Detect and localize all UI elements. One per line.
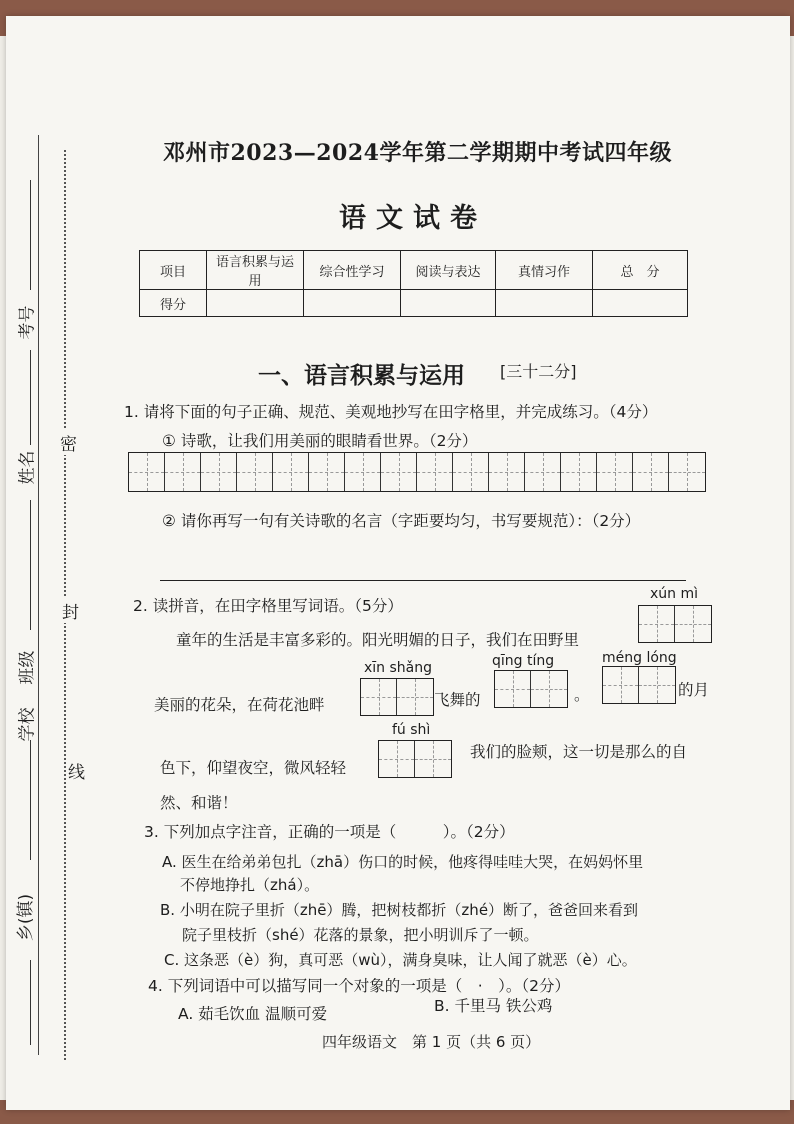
grid-cell[interactable] (453, 453, 489, 491)
page-footer: 四年级语文 第 1 页（共 6 页） (322, 1033, 541, 1051)
q1-copy-grid[interactable] (128, 452, 706, 492)
grid-cell[interactable] (345, 453, 381, 491)
q1-stem: 1. 请将下面的句子正确、规范、美观地抄写在田字格里，并完成练习。（4分） (124, 403, 658, 421)
grid-cell[interactable] (417, 453, 453, 491)
score-cell[interactable] (304, 290, 401, 317)
grid-cell[interactable] (415, 741, 451, 777)
exam-paper (6, 16, 790, 1110)
tianzige-fushi[interactable] (378, 740, 452, 778)
grid-cell[interactable] (489, 453, 525, 491)
q1-sub2: ② 请你再写一句有关诗歌的名言（字距要均匀，书写要规范）：（2分） (162, 512, 641, 530)
grid-cell[interactable] (669, 453, 705, 491)
q1-answer-line[interactable] (160, 580, 686, 581)
score-cell[interactable] (496, 290, 593, 317)
score-row-label: 得分 (140, 290, 207, 317)
grid-cell[interactable] (639, 667, 675, 703)
tianzige-menglong[interactable] (602, 666, 676, 704)
q4-stem: 4. 下列词语中可以描写同一个对象的一项是（ · ）。（2分） (148, 977, 571, 995)
q2-line3b: 我们的脸颊，这一切是那么的自 (470, 743, 688, 761)
grid-cell[interactable] (525, 453, 561, 491)
seal-char-feng: 封 (62, 598, 79, 623)
tianzige-xunmi[interactable] (638, 605, 712, 643)
pinyin-menglong: méng lóng (602, 650, 677, 666)
exam-title-line1: 邓州市2023—2024学年第二学期期中考试四年级 (163, 140, 672, 166)
tianzige-xinshang[interactable] (360, 678, 434, 716)
score-cell[interactable] (401, 290, 496, 317)
grid-cell[interactable] (633, 453, 669, 491)
q2-line2b: 飞舞的 (434, 691, 481, 709)
exam-no-blank (30, 180, 31, 290)
q2-line4: 然、和谐！ (160, 794, 238, 812)
score-cell[interactable] (593, 290, 688, 317)
grid-cell[interactable] (531, 671, 567, 707)
q1-sub1: ① 诗歌，让我们用美丽的眼睛看世界。（2分） (162, 432, 478, 450)
grid-cell[interactable] (397, 679, 433, 715)
q2-line3a: 色下，仰望夜空，微风轻轻 (160, 759, 347, 777)
grid-cell[interactable] (639, 606, 675, 642)
score-table-header: 总 分 (593, 251, 688, 290)
q3-option-a1: A. 医生在给弟弟包扎（zhā）伤口的时候，他疼得哇哇大哭，在妈妈怀里 (162, 853, 644, 871)
grid-cell[interactable] (273, 453, 309, 491)
grid-cell[interactable] (561, 453, 597, 491)
score-table-header: 综合性学习 (304, 251, 401, 290)
grid-cell[interactable] (603, 667, 639, 703)
name-blank (30, 350, 31, 445)
q3-option-c: C. 这条恶（è）狗，真可恶（wù），满身臭味，让人闻了就恶（è）心。 (164, 951, 637, 969)
grid-cell[interactable] (675, 606, 711, 642)
score-cell[interactable] (207, 290, 304, 317)
grid-cell[interactable] (597, 453, 633, 491)
score-table-header: 阅读与表达 (401, 251, 496, 290)
score-table-score-row (140, 290, 688, 317)
grid-cell[interactable] (379, 741, 415, 777)
margin-class-label: 班级 (17, 650, 38, 685)
score-table-header: 项目 (140, 251, 207, 290)
score-table-header: 语言积累与运用 (207, 251, 304, 290)
grid-cell[interactable] (381, 453, 417, 491)
grid-cell[interactable] (309, 453, 345, 491)
grid-cell[interactable] (237, 453, 273, 491)
class-blank (30, 500, 31, 630)
seal-char-xian: 线 (68, 758, 85, 783)
exam-title-line2: 语文试卷 (339, 203, 487, 234)
pinyin-qingting: qīng tíng (492, 653, 555, 669)
q3-option-a2: 不停地挣扎（zhá）。 (180, 876, 320, 894)
pinyin-fushi: fú shì (392, 722, 431, 738)
score-table-header-row (140, 251, 688, 290)
grid-cell[interactable] (495, 671, 531, 707)
q3-option-b1: B. 小明在院子里折（zhē）腾，把树枝都折（zhé）断了，爸爸回来看到 (160, 901, 639, 919)
q2-line2a: 美丽的花朵，在荷花池畔 (154, 696, 325, 714)
pinyin-xunmi: xún mì (650, 586, 699, 602)
q2-line2c: 。 (574, 686, 590, 704)
q2-line2d: 的月 (678, 681, 710, 699)
grid-cell[interactable] (201, 453, 237, 491)
q4-option-a: A. 茹毛饮血 温顺可爱 (178, 1005, 328, 1023)
seal-char-mi: 密 (60, 430, 77, 455)
grid-cell[interactable] (165, 453, 201, 491)
q2-stem: 2. 读拼音，在田字格里写词语。（5分） (133, 597, 403, 615)
q3-stem: 3. 下列加点字注音，正确的一项是（ ）。（2分） (144, 823, 515, 841)
margin-town-label: 乡(镇) (16, 893, 37, 942)
q3-option-b2: 院子里枝折（shé）花落的景象，把小明训斥了一顿。 (182, 926, 539, 944)
town-blank (30, 960, 31, 1045)
school-blank (30, 740, 31, 860)
q4-option-b: B. 千里马 铁公鸡 (434, 997, 553, 1015)
section-1-score: [三十二分] (500, 362, 577, 381)
margin-name-label: 姓名 (17, 450, 38, 485)
section-1-title: 一、语言积累与运用 (258, 363, 465, 389)
score-table-header: 真情习作 (496, 251, 593, 290)
margin-solid-line (38, 135, 39, 1055)
tianzige-qingting[interactable] (494, 670, 568, 708)
score-table (139, 250, 688, 317)
margin-school-label: 学校 (17, 707, 38, 742)
grid-cell[interactable] (361, 679, 397, 715)
margin-exam-no-label: 考号 (17, 305, 38, 340)
grid-cell[interactable] (129, 453, 165, 491)
q2-line1: 童年的生活是丰富多彩的。阳光明媚的日子，我们在田野里 (176, 631, 580, 649)
pinyin-xinshang: xīn shǎng (364, 660, 433, 676)
